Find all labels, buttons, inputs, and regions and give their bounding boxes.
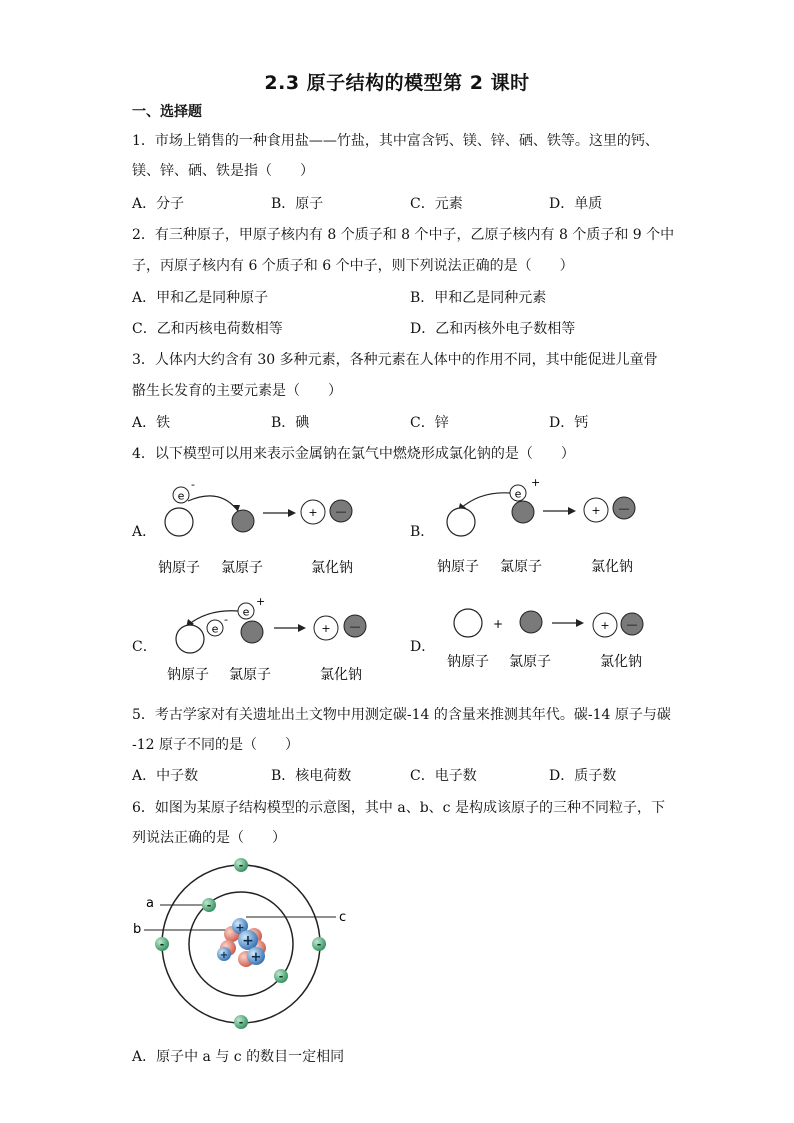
question-4-line-1: 4．以下模型可以用来表示金属钠在氯气中燃烧形成氯化钠的是（ ）	[132, 446, 575, 462]
chlorine-atom	[232, 510, 254, 532]
electron-sign: -	[238, 1016, 244, 1029]
electron-charge-minus: -	[224, 613, 228, 626]
label-sodium-chloride: 氯化钠	[311, 560, 353, 576]
page-title: 2.3 原子结构的模型第 2 课时	[264, 72, 530, 94]
question-3-line-1: 3．人体内大约含有 30 多种元素，各种元素在人体中的作用不同，其中能促进儿童骨	[132, 352, 658, 368]
proton-sign: +	[242, 933, 254, 949]
plus-sign: +	[492, 617, 504, 631]
q1-option-d: D．单质	[549, 196, 603, 212]
question-1-line-1: 1．市场上销售的一种食用盐——竹盐，其中富含钙、镁、锌、硒、铁等。这里的钙、	[132, 133, 659, 149]
q4-option-a: A．	[132, 524, 157, 540]
proton-sign: +	[219, 950, 229, 961]
electron-sign: -	[278, 970, 284, 983]
q4-diagram-b	[430, 475, 670, 585]
negative-charge: —	[349, 620, 361, 633]
label-chlorine-atom: 氯原子	[221, 560, 263, 576]
q2-option-b: B．甲和乙是同种元素	[410, 290, 547, 306]
question-2-line-2: 子，丙原子核内有 6 个质子和 6 个中子，则下列说法正确的是（ ）	[132, 258, 574, 274]
q5-option-b: B．核电荷数	[271, 768, 352, 784]
section-heading: 一、选择题	[132, 104, 202, 120]
q4-diagram-a	[150, 475, 390, 585]
positive-charge: +	[321, 622, 331, 635]
question-2-line-1: 2．有三种原子，甲原子核内有 8 个质子和 8 个中子，乙原子核内有 8 个质子和 9 个中	[132, 227, 675, 243]
q5-option-a: A．中子数	[132, 768, 199, 784]
negative-charge: —	[618, 502, 630, 515]
label-sodium-atom: 钠原子	[447, 654, 489, 670]
question-3-line-2: 骼生长发育的主要元素是（ ）	[132, 383, 342, 399]
electron-charge-plus: +	[256, 595, 266, 608]
q3-option-c: C．锌	[410, 415, 449, 431]
q4-option-c: C．	[132, 639, 157, 655]
positive-charge: +	[308, 506, 318, 519]
label-a: a	[146, 896, 154, 911]
arrowhead	[232, 505, 240, 511]
label-chlorine-atom: 氯原子	[509, 654, 551, 670]
chlorine-atom	[241, 621, 263, 643]
electron-sign: -	[159, 938, 165, 951]
electron-charge: +	[531, 476, 541, 489]
label-sodium-chloride: 氯化钠	[600, 654, 642, 670]
label-sodium-chloride: 氯化钠	[320, 667, 362, 683]
chlorine-atom	[520, 611, 542, 633]
electron-charge: -	[191, 478, 195, 491]
q2-option-a: A．甲和乙是同种原子	[132, 290, 269, 306]
label-b: b	[133, 922, 142, 937]
label-chlorine-atom: 氯原子	[229, 667, 271, 683]
q5-option-c: C．电子数	[410, 768, 477, 784]
question-6-line-2: 列说法正确的是（ ）	[132, 830, 286, 846]
q1-option-b: B．原子	[271, 196, 324, 212]
reaction-arrowhead	[576, 619, 584, 627]
chlorine-atom	[512, 501, 534, 523]
q1-option-c: C．元素	[410, 196, 463, 212]
q4-option-d: D．	[410, 639, 436, 655]
q3-option-b: B．碘	[271, 415, 310, 431]
label-sodium-atom: 钠原子	[158, 560, 200, 576]
question-5-line-2: -12 原子不同的是（ ）	[132, 737, 299, 753]
q6-option-a: A．原子中 a 与 c 的数目一定相同	[132, 1049, 345, 1065]
reaction-arrowhead	[288, 509, 296, 517]
negative-charge: —	[626, 618, 638, 631]
negative-charge: —	[335, 505, 347, 518]
q2-option-d: D．乙和丙核外电子数相等	[410, 321, 576, 337]
q4-diagram-d	[430, 595, 670, 685]
reaction-arrowhead	[568, 507, 576, 515]
proton-sign: +	[250, 950, 262, 965]
electron-symbol: e	[177, 489, 185, 503]
label-sodium-atom: 钠原子	[437, 559, 479, 575]
electron-transfer-arrow	[188, 496, 238, 511]
q2-option-c: C．乙和丙核电荷数相等	[132, 321, 283, 337]
reaction-arrowhead	[298, 624, 306, 632]
q4-diagram-c	[150, 595, 390, 690]
nucleus	[217, 918, 266, 967]
q4-option-b: B．	[410, 524, 435, 540]
proton-sign: +	[235, 921, 245, 934]
q3-option-a: A．铁	[132, 415, 171, 431]
q1-option-a: A．分子	[132, 196, 185, 212]
q3-option-d: D．钙	[549, 415, 589, 431]
positive-charge: +	[591, 504, 601, 517]
sodium-atom	[447, 508, 475, 536]
atom-model-diagram	[128, 850, 358, 1040]
electron-sign: -	[316, 938, 322, 951]
electron-symbol-2: e	[211, 622, 219, 636]
electron-sign: -	[238, 859, 244, 872]
sodium-atom	[165, 508, 193, 536]
label-c: c	[339, 910, 347, 925]
label-chlorine-atom: 氯原子	[500, 559, 542, 575]
q5-option-d: D．质子数	[549, 768, 617, 784]
question-5-line-1: 5．考古学家对有关遗址出土文物中用测定碳-14 的含量来推测其年代。碳-14 原子与碳	[132, 707, 671, 723]
question-1-line-2: 镁、锌、硒、铁是指（ ）	[132, 163, 314, 179]
sodium-atom	[454, 609, 482, 637]
positive-charge: +	[600, 619, 610, 632]
electron-transfer-arrow	[460, 493, 510, 509]
label-sodium-chloride: 氯化钠	[591, 559, 633, 575]
label-sodium-atom: 钠原子	[167, 667, 209, 683]
electron-symbol: e	[242, 605, 250, 619]
electron-symbol: e	[514, 487, 522, 501]
electron-sign: -	[206, 899, 212, 912]
sodium-atom	[176, 625, 204, 653]
question-6-line-1: 6．如图为某原子结构模型的示意图，其中 a、b、c 是构成该原子的三种不同粒子，下	[132, 800, 665, 816]
